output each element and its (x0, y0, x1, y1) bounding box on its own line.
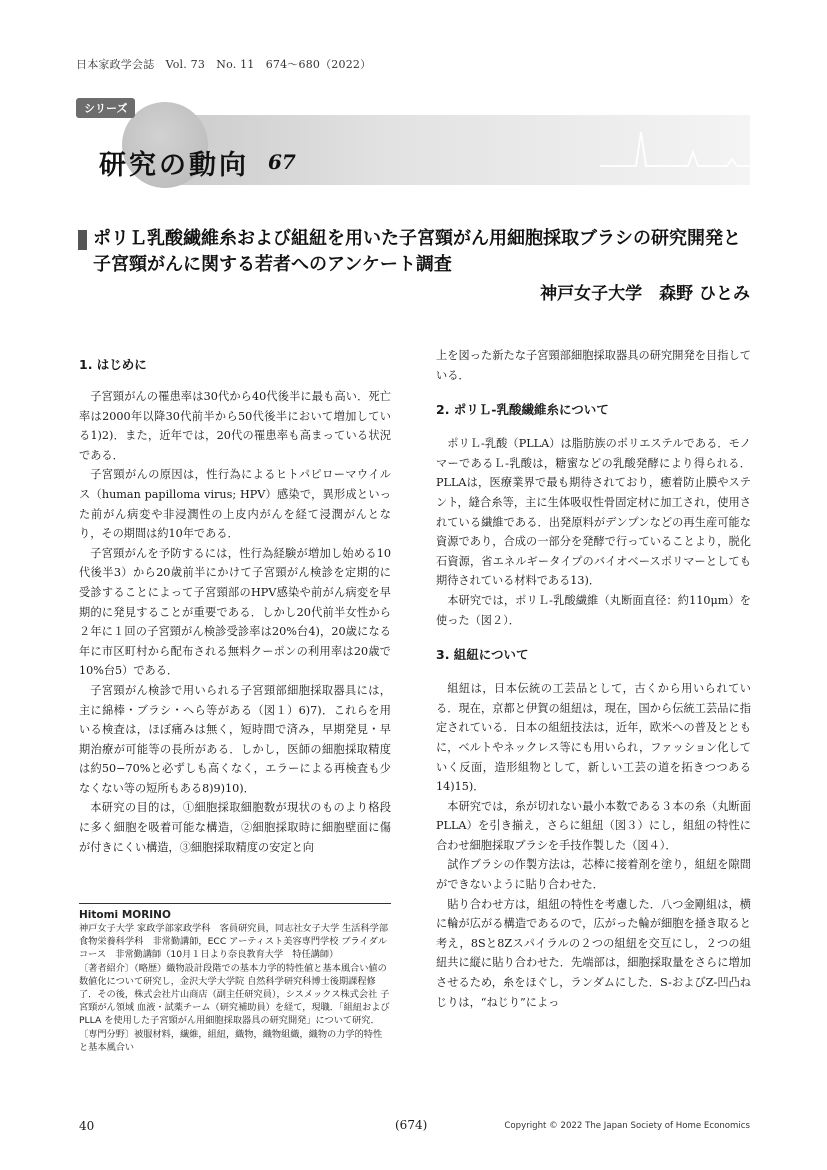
article-title-block (78, 226, 750, 278)
bio-affiliation: 神戸女子大学 家政学部家政学科 客員研究員，同志社女子大学 生活科学部 食物栄養科学科 非常勤講師，ECC アーティスト美容専門学校 ブライダルコース 非常勤講師（10月１日より奈良教育大学 特任講師） (79, 923, 389, 961)
journal-citation: 日本家政学会誌 Vol. 73 No. 11 674～680（2022） (76, 58, 372, 71)
section-heading-3: 3. 組紐について (436, 647, 529, 663)
paragraph: ポリＬ-乳酸（PLLA）は脂肪族のポリエステルである．モノマーであるＬ-乳酸は，糖蜜などの乳酸発酵により得られる．PLLAは，医療業界で最も期待されており，癒着防止膜やステント，縫合糸等，主に生体吸収性骨固定材に加工され，使用されている繊維である．出発原料がデンプンなどの再生産可能な資源であり，合成の一部分を発酵で行っていることより，脱化石資源，省エネルギータイプのバイオベースポリマーとしても期待されている材料である13)． (436, 437, 751, 588)
bio-name: Hitomi MORINO (79, 909, 171, 921)
paragraph: 本研究では，ポリＬ-乳酸繊維（丸断面直径：約110μm）を使った（図２）． (436, 593, 751, 627)
title-marker (78, 230, 87, 250)
article-author: 神戸女子大学 森野 ひとみ (540, 284, 750, 304)
paragraph: 子宮頸がんを予防するには，性行為経験が増加し始める10代後半3）から20歳前半にかけて子宮頸がん検診を定期的に受診することによって子宮頸部のHPV感染や前がん病変を早期的に発見することが重要である．しかし20代前半女性から２年に１回の子宮頸がん検診受診率は20%台4)，20歳になる年に市区町村から配布される無料クーポンの利用率は20歳で10%台5）である． (79, 546, 391, 678)
paragraph: 本研究では，糸が切れない最小本数である３本の糸（丸断面 PLLA）を引き揃え，さらに組紐（図３）にし，組紐の特性に合わせ細胞採取ブラシを手技作製した（図４）． (436, 799, 751, 852)
paragraph: 子宮頸がんの原因は，性行為によるヒトパピローマウイルス（human papilloma virus; HPV）感染で，異形成といった前がん病変や非浸潤性の上皮内がんを経て浸潤がんとなり，その期間は約10年である． (79, 468, 391, 541)
series-banner (0, 96, 827, 191)
paragraph: 本研究の目的は，①細胞採取細胞数が現状のものより格段に多く細胞を吸着可能な構造，②細胞採取時に細胞壁面に傷が付きにくい構造，③細胞採取精度の安定と向 (79, 801, 391, 854)
paragraph: 組紐は，日本伝統の工芸品として，古くから用いられている．現在，京都と伊賀の組紐は，現在，国から伝統工芸品に指定されている．日本の組紐技法は，近年，欧米への普及とともに，ベルトやネックレス等にも用いられ，ファッション化していく反面，造形組物として，新しい工芸の道を拓きつつある14)15)． (436, 682, 751, 794)
section-heading-1: 1. はじめに (79, 357, 147, 372)
article-title: ポリＬ乳酸繊維糸および組紐を用いた子宮頸がん用細胞採取ブラシの研究開発と子宮頸がんに関する若者へのアンケート調査 (93, 228, 741, 275)
series-badge: シリーズ (76, 98, 135, 118)
series-number: 67 (268, 150, 296, 174)
section-heading-2: 2. ポリＬ-乳酸繊維糸について (436, 402, 609, 418)
paragraph: 上を図った新たな子宮頸部細胞採取器具の研究開発を目指している． (436, 349, 751, 382)
left-column (79, 355, 391, 857)
paragraph: 貼り合わせ方は，組紐の特性を考慮した．八つ金剛組は，横に輪が広がる構造であるので，広がった輪が細胞を掻き取ると考え，8Sと8Zスパイラルの２つの組紐を交互にし，２つの組紐共に縦に貼り合わせた．先端部は，細胞採取量をさらに増加させるため，糸をほぐし，ランダムにした．S-およびZ-凹凸ねじりは，“ねじり”によっ (436, 897, 751, 1009)
paragraph: 試作ブラシの作製方法は，芯棒に接着剤を塗り，組紐を隙間ができないように貼り合わせた． (436, 858, 751, 892)
bio-specialty: 〔専門分野〕被服材料，繊維，組紐，織物，織物組織，織物の力学的特性と基本風合い (79, 1028, 383, 1053)
page-number: 40 (79, 1119, 95, 1133)
pulse-line-icon (600, 126, 750, 176)
copyright: Copyright © 2022 The Japan Society of Home Economics (504, 1121, 750, 1131)
author-bio (79, 903, 391, 1054)
bio-career: 〔著者紹介〕（略歴）織物設計段階での基本力学的特性値と基本風合い値の数値化について研究し，金沢大学大学院 自然科学研究科博士後期課程修了．その後，株式会社片山商店（副主任研究員），シスメックス株式会社 子宮頸がん領域 血液・試薬チーム（研究補助員）を経て，現職．「組紐および PLLA を使用した子宮頸がん用細胞採取器具の研究開発」について研究． (79, 962, 390, 1027)
page-number-center: (674) (395, 1118, 428, 1132)
right-column (436, 346, 751, 1012)
paragraph: 子宮頸がん検診で用いられる子宮頸部細胞採取器具には，主に綿棒・ブラシ・へら等がある（図１）6)7)．これらを用いる検査は，ほぼ痛みは無く，短時間で済み，早期発見・早期治療が可能等の長所がある．しかし，医師の細胞採取精度は約50−70%と必ずしも高くなく，エラーによる再検査も少なくない等の短所もある8)9)10)． (79, 683, 391, 795)
series-title: 研究の動向 (99, 150, 249, 181)
paragraph: 子宮頸がんの罹患率は30代から40代後半に最も高い．死亡率は2000年以降30代前半から50代後半において増加している1)2)．また，近年では，20代の罹患率も高まっている状況である． (79, 390, 391, 462)
